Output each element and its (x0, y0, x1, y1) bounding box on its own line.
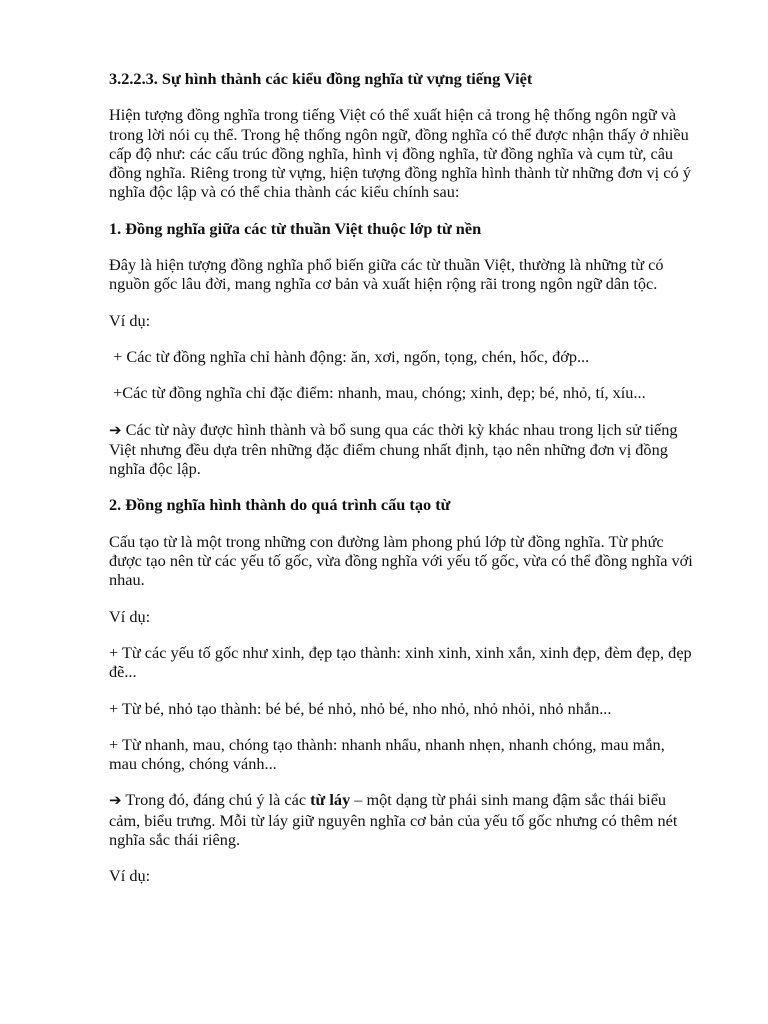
part1-body: Đây là hiện tượng đồng nghĩa phổ biến giữa các từ thuần Việt, thường là những từ có nguồn gốc lâu đời, mang nghĩa cơ bản và xuất hiện rộng rãi trong ngôn ngữ dân tộc. (109, 255, 664, 294)
part1-conclusion (109, 420, 694, 479)
document-page (109, 69, 694, 903)
section-title: 3.2.2.3. Sự hình thành các kiểu đồng nghĩa từ vựng tiếng Việt (109, 69, 533, 88)
arrow-right-icon: ➔ (109, 420, 122, 439)
part1-conclusion-text: Các từ này được hình thành và bổ sung qua các thời kỳ khác nhau trong lịch sử tiếng Việt nhưng đều dựa trên những đặc điểm chung nhất định, tạo nên những đơn vị đồng nghĩa độc lập. (109, 419, 682, 479)
part2-example-label-2: Ví dụ: (109, 866, 151, 886)
intro-paragraph: Hiện tượng đồng nghĩa trong tiếng Việt có thể xuất hiện cả trong hệ thống ngôn ngữ và trong lời nói cụ thể. Trong hệ thống ngôn ngữ, đồng nghĩa có thể được nhận thấy ở nhiều cấp độ như: các cấu trúc đồng nghĩa, hình vị đồng nghĩa, từ đồng nghĩa và cụm từ, câu đồng nghĩa. Riêng trong từ vựng, hiện tượng đồng nghĩa hình thành từ những đơn vị có ý nghĩa độc lập và có thể chia thành các kiểu chính sau: (109, 105, 691, 202)
part2-example-xinh-dep: + Từ các yếu tố gốc như xinh, đẹp tạo thành: xinh xinh, xinh xắn, xinh đẹp, đèm đẹp, đẹp đẽ... (109, 642, 692, 682)
part2-conclusion-post: – một dạng từ phái sinh mang đậm sắc thái biểu cảm, biểu trưng. Mỗi từ láy giữ nguyên nghĩa cơ bản của yếu tố gốc nhưng có thêm nét nghĩa sắc thái riêng. (109, 790, 682, 850)
part1-example-traits: +Các từ đồng nghĩa chỉ đặc điểm: nhanh, mau, chóng; xinh, đẹp; bé, nhỏ, tí, xíu... (109, 383, 646, 403)
arrow-right-icon: ➔ (109, 791, 122, 810)
part1-heading: 1. Đồng nghĩa giữa các từ thuần Việt thuộc lớp từ nền (109, 218, 482, 238)
part1-example-label: Ví dụ: (109, 310, 151, 330)
part2-conclusion (109, 790, 694, 849)
part2-example-be-nho: + Từ bé, nhỏ tạo thành: bé bé, bé nhỏ, nhỏ bé, nho nhỏ, nhỏ nhỏi, nhỏ nhắn... (109, 698, 612, 718)
part2-example-nhanh-mau: + Từ nhanh, mau, chóng tạo thành: nhanh nhẩu, nhanh nhẹn, nhanh chóng, mau mắn, mau chóng, chóng vánh... (109, 734, 665, 774)
part2-example-label: Ví dụ: (109, 606, 151, 626)
part1-example-actions: + Các từ đồng nghĩa chỉ hành động: ăn, xơi, ngốn, tọng, chén, hốc, đớp... (109, 346, 590, 366)
term-tu-lay: từ láy (310, 790, 351, 810)
part2-heading: 2. Đồng nghĩa hình thành do quá trình cấu tạo từ (109, 495, 451, 515)
part2-conclusion-pre: Trong đó, đáng chú ý là các (121, 790, 311, 810)
part2-body: Cấu tạo từ là một trong những con đường làm phong phú lớp từ đồng nghĩa. Từ phức được tạo nên từ các yếu tố gốc, vừa đồng nghĩa với yếu tố gốc, vừa có thể đồng nghĩa với nhau. (109, 531, 693, 590)
